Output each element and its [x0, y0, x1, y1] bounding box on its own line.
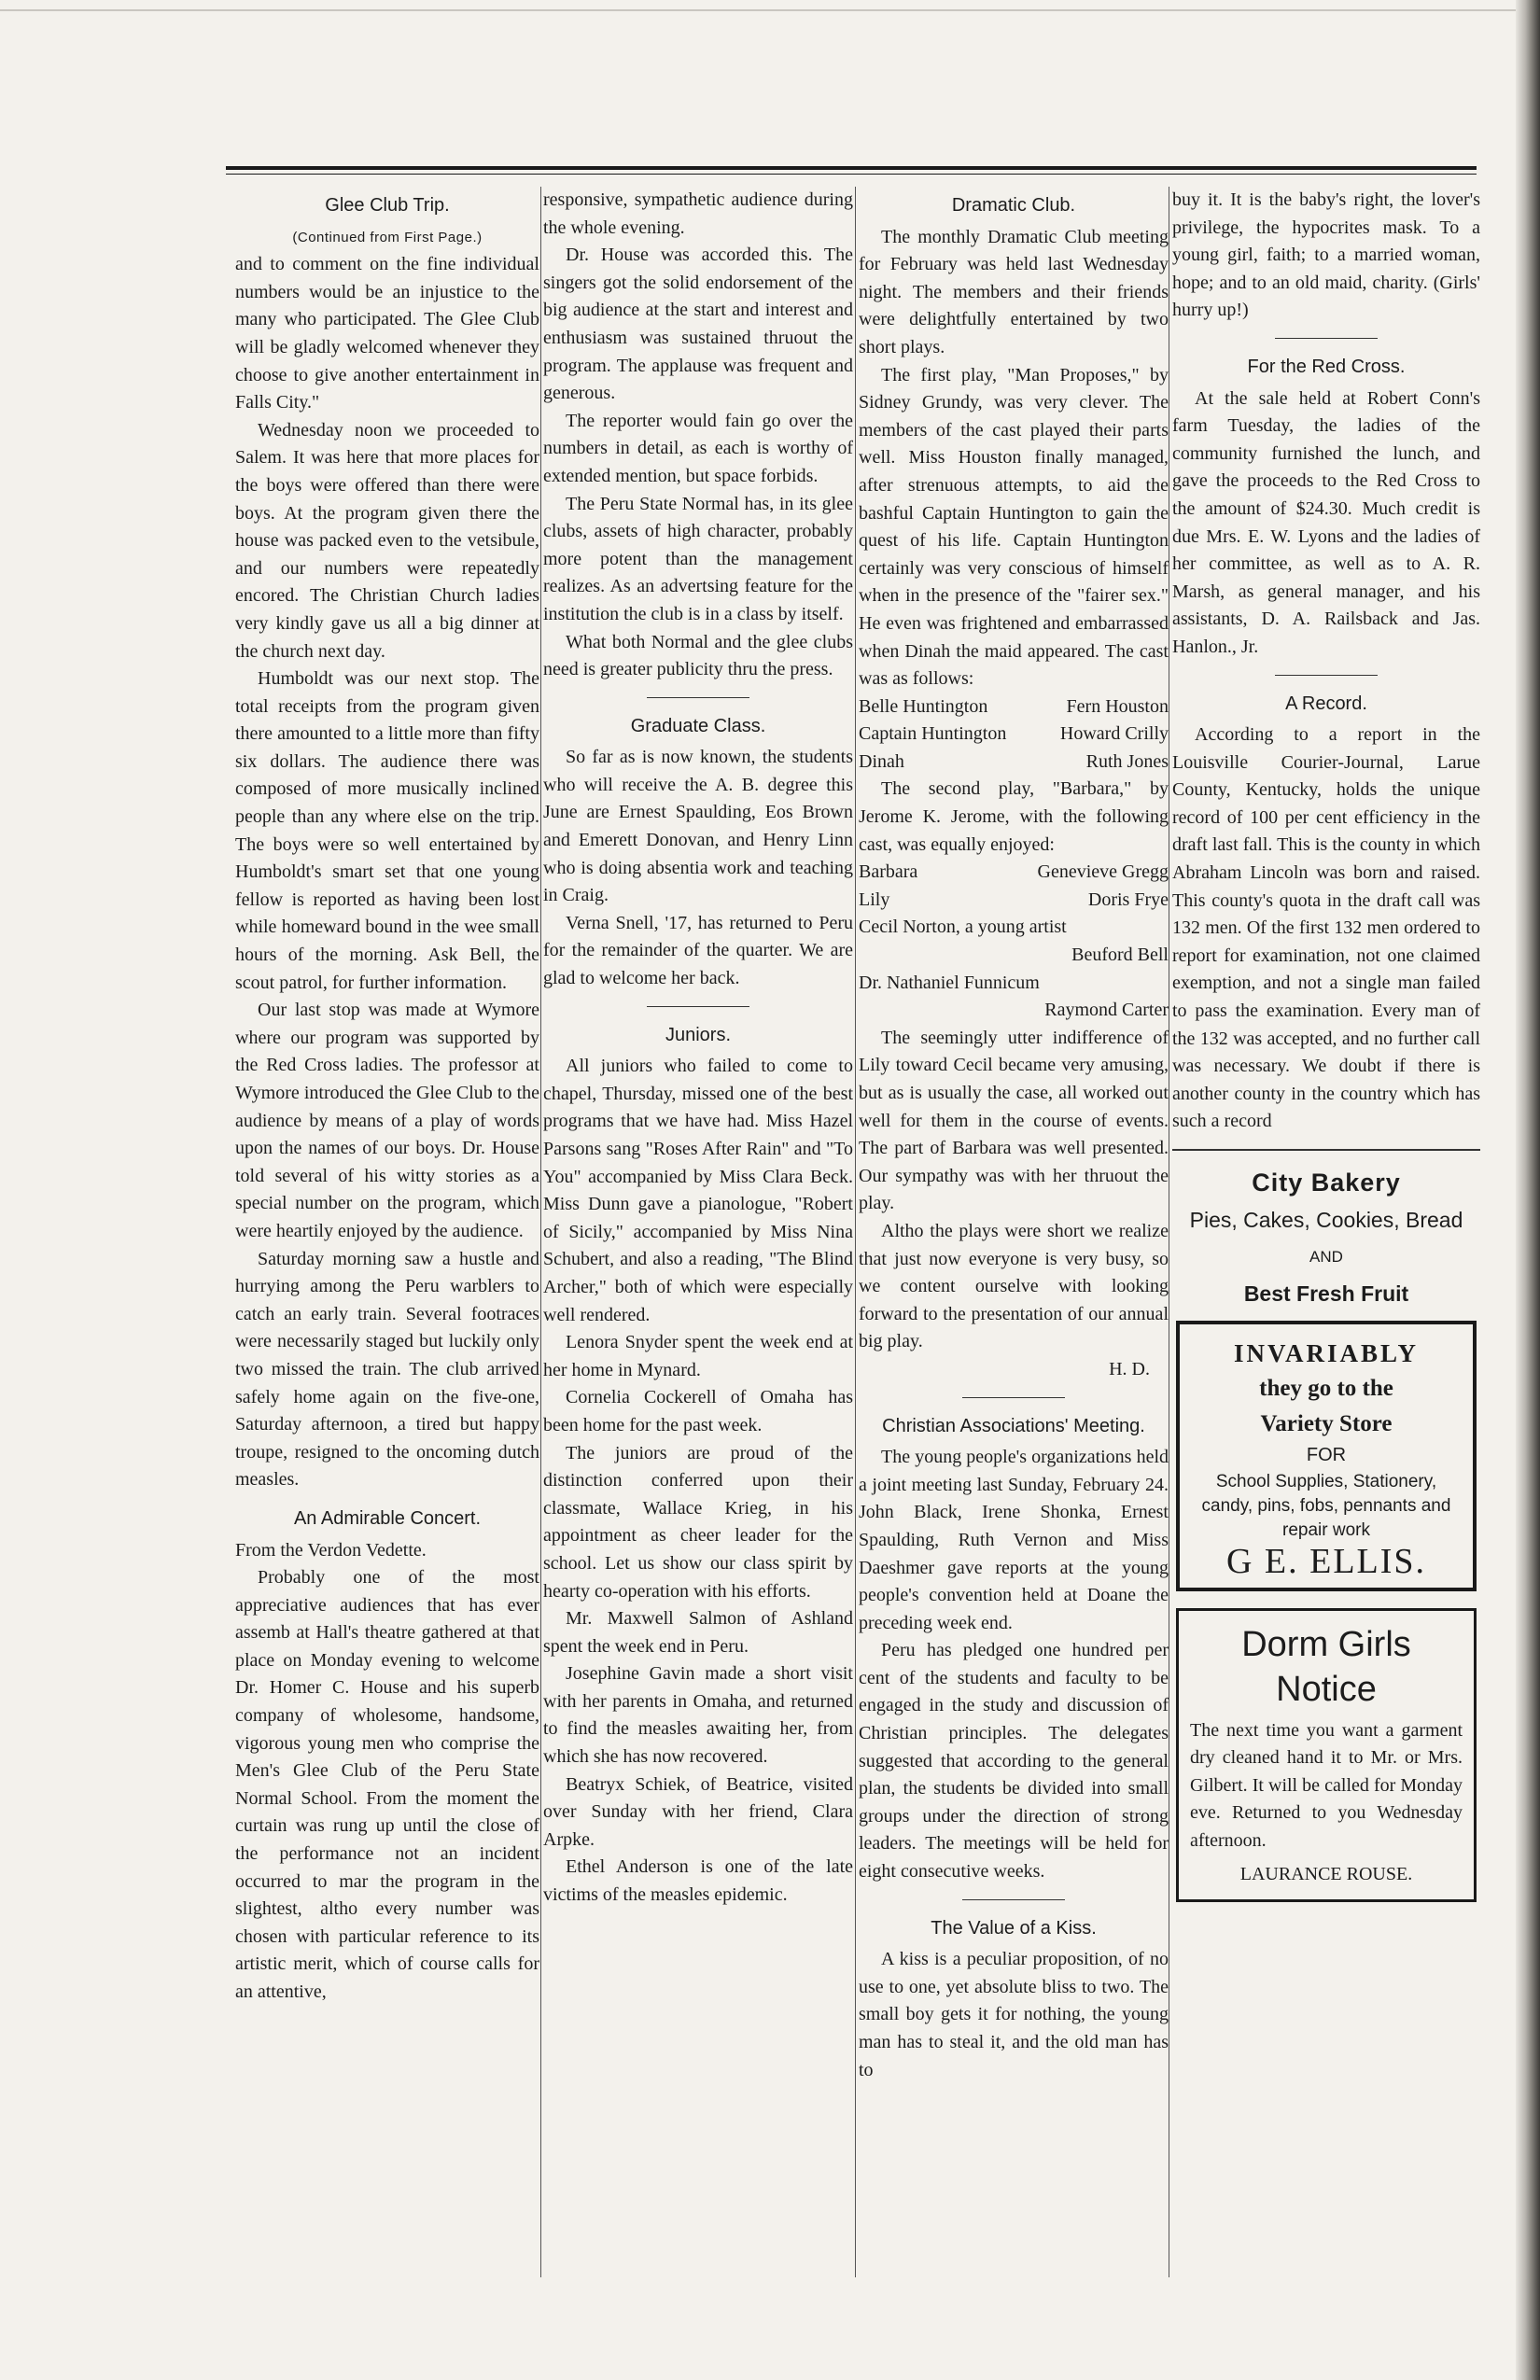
paragraph: The monthly Dramatic Club meeting for February was held last Wednesday night. The members and their friends were delightfully entertained by two short plays.	[859, 226, 1169, 357]
paragraph: Peru has pledged one hundred per cent of the students and faculty to be engaged in the study and discussion of Christian principles. The delegates suggested that according to the general plan, the students be divided into small groups under the direction of strong leaders. The meetings will be held for eight consecutive weeks.	[859, 1640, 1169, 1883]
paragraph: Verna Snell, '17, has returned to Peru for the remainder of the quarter. We are glad to welcome her back.	[543, 912, 853, 989]
continued-note: (Continued from First Page.)	[292, 229, 483, 245]
paragraph: According to a report in the Louisville Courier-Journal, Larue County, Kentucky, holds the unique record of 100 per cent efficiency in the draft last fall. This is the county in which Abraham Lincoln was born and raised. This county's quota in the draft call was 132 men. Of the first 132 men ordered to report for examination, not one claimed exemption, and not a single man failed to pass the examination. Every man of the 132 was accepted, and no further call was necessary. We doubt if there is another county in the country which has such a record	[1172, 724, 1480, 1132]
article-title-juniors: Juniors.	[665, 1024, 732, 1045]
paragraph: Cornelia Cockerell of Omaha has been home for the past week.	[543, 1387, 853, 1435]
cast-actor: Raymond Carter	[1044, 1000, 1169, 1021]
paragraph: Lenora Snyder spent the week end at her home in Mynard.	[543, 1332, 853, 1380]
ad-line: they go to the	[1259, 1376, 1393, 1402]
paragraph: Our last stop was made at Wymore where our program was supported by the Red Cross ladies. The professor at Wymore introduced the Glee Club to the audience by means of a play of words upon the names of our boys. Dr. House told several of his witty stories as a special number on the program, which were heartily enjoyed by the audience.	[235, 1000, 539, 1241]
cast-actor: Ruth Jones	[1085, 750, 1169, 772]
paragraph: Altho the plays were short we realize that just now everyone is very busy, so we content ourselve with looking forward to the presentation of our annual big play.	[859, 1220, 1169, 1352]
article-title-record: A Record.	[1285, 693, 1367, 714]
cast-row	[859, 749, 1169, 777]
cast-row	[859, 721, 1169, 749]
section-divider	[647, 697, 749, 698]
column-divider	[540, 187, 541, 2277]
notice-title: Notice	[1276, 1669, 1377, 1709]
cast-role: Cecil Norton, a young artist	[859, 917, 1067, 938]
paragraph: Ethel Anderson is one of the late victims of the measles epidemic.	[543, 1856, 853, 1906]
section-divider	[962, 1899, 1065, 1900]
paragraph: The Peru State Normal has, in its glee clubs, assets of high character, probably more potent than the management realizes. As an advertsing feature for the institution the club is in a class by itself.	[543, 493, 853, 624]
paragraph: The juniors are proud of the distinction conferred upon their classmate, Wallace Krieg, in his appointment as cheer leader for the school. Let us show our class spirit by hearty co-operation with his efforts.	[543, 1442, 853, 1602]
ad-for: FOR	[1306, 1445, 1347, 1466]
top-rule	[226, 166, 1477, 170]
notice-headline: Dorm Girls	[1241, 1624, 1411, 1664]
article-title-red-cross: For the Red Cross.	[1247, 356, 1406, 377]
cast-role: Dr. Nathaniel Funnicum	[859, 972, 1040, 993]
paragraph: Saturday morning saw a hustle and hurrying among the Peru warblers to catch an early train. Several footraces were necessarily staged but luckily only two missed the train. The club arrived safely home again on the five-one, Saturday afternoon, a tired but happy troupe, resigned to the oncoming dutch measles.	[235, 1248, 539, 1491]
column-divider	[855, 187, 856, 2277]
cast-row	[859, 887, 1169, 915]
paragraph: At the sale held at Robert Conn's farm Tuesday, the ladies of the community furnished the lunch, and gave the proceeds to the Red Cross to the amount of $24.30. Much credit is due Mrs. E. W. Lyons and the ladies of her committee, as well as to A. R. Marsh, as general manager, and his assistants, D. A. Railsback and Jas. Hanlon., Jr.	[1172, 387, 1480, 657]
bakery-name: City Bakery	[1252, 1169, 1401, 1197]
cast-role: Lily	[859, 889, 890, 910]
article-title-glee-club: Glee Club Trip.	[325, 195, 450, 216]
column-1	[235, 187, 539, 2007]
top-rule-thin	[226, 174, 1477, 175]
paragraph: and to comment on the fine individual numbers would be an injustice to the many who participated. The Glee Club will be gladly welcomed whenever they choose to give another entertainment in Falls City."	[235, 254, 539, 413]
article-title-concert: An Admirable Concert.	[293, 1507, 482, 1529]
cast-role: Dinah	[859, 750, 904, 772]
scan-edge-line	[0, 9, 1540, 11]
ad-store-name: Variety Store	[1260, 1411, 1393, 1437]
paragraph: Beatryx Schiek, of Beatrice, visited over Sunday with her friend, Clara Arpke.	[543, 1773, 853, 1850]
column-2	[543, 187, 853, 1910]
paragraph: So far as is now known, the students who will receive the A. B. degree this June are Ernest Spaulding, Eos Brown and Emerett Donovan, and Henry Linn who is doing absentia work and teaching in Craig.	[543, 747, 853, 906]
source-line: From the Verdon Vedette.	[235, 1539, 427, 1561]
cast-role: Belle Huntington	[859, 695, 988, 717]
bakery-fruit: Best Fresh Fruit	[1243, 1281, 1409, 1306]
paragraph: buy it. It is the baby's right, the lover's privilege, the hypocrites mask. To a young girl, faith; to a married woman, hope; and to an old maid, charity. (Girls' hurry up!)	[1172, 189, 1480, 321]
ad-items: School Supplies, Stationery, candy, pins, fobs, pennants and repair work	[1201, 1471, 1451, 1540]
paragraph: The reporter would fain go over the numbers in detail, as each is worthy of extended mention, but space forbids.	[543, 410, 853, 486]
paragraph: Dr. House was accorded this. The singers got the solid endorsement of the big audience at the start and interest and enthusiasm was sustained thruout the program. The applause was frequent and generous.	[543, 245, 853, 404]
page-binding-shadow	[1516, 0, 1540, 2380]
ad-proprietor: G E. ELLIS.	[1225, 1541, 1427, 1581]
paragraph: What both Normal and the glee clubs need is greater publicity thru the press.	[543, 631, 853, 680]
column-4	[1172, 187, 1480, 1919]
paragraph: Mr. Maxwell Salmon of Ashland spent the week end in Peru.	[543, 1608, 853, 1657]
notice-signature: LAURANCE ROUSE.	[1239, 1863, 1413, 1884]
signature: H. D.	[1109, 1358, 1150, 1379]
column-3	[859, 187, 1169, 2084]
article-title-kiss: The Value of a Kiss.	[931, 1917, 1097, 1939]
notice-text: The next time you want a garment dry cleaned hand it to Mr. or Mrs. Gilbert. It will be called for Monday eve. Returned to you Wednesday afternoon.	[1190, 1719, 1463, 1851]
cast-actor: Howard Crilly	[1059, 723, 1169, 745]
cast-row	[859, 859, 1169, 887]
paragraph: The second play, "Barbara," by Jerome K. Jerome, with the following cast, was equally enjoyed:	[859, 778, 1169, 855]
cast-row	[859, 693, 1169, 721]
paragraph: The seemingly utter indifference of Lily toward Cecil became very amusing, but as is usually the case, all worked out well for them in the course of events. The part of Barbara was well presented. Our sympathy was with her thruout the play.	[859, 1027, 1169, 1214]
paragraph: Humboldt was our next stop. The total receipts from the program given there amounted to a little more than fifty six dollars. The audience there was composed of more musically inclined people than any where else on the trip. The boys were so well entertained by Humboldt's smart set that one young fellow is reported as having been lost while homeward bound in the wee small hours of the morning. Ask Bell, the scout patrol, for further information.	[235, 668, 539, 993]
article-title-christian: Christian Associations' Meeting.	[882, 1415, 1145, 1436]
bakery-ad	[1172, 1169, 1480, 1308]
bakery-products: Pies, Cakes, Cookies, Bread	[1189, 1207, 1463, 1232]
article-title-dramatic: Dramatic Club.	[951, 195, 1076, 216]
section-divider	[1275, 675, 1378, 676]
paragraph: All juniors who failed to come to chapel, Thursday, missed one of the best programs that we have had. Miss Hazel Parsons sang "Roses After Rain" and "To You" accompanied by Miss Clara Beck. Miss Dunn gave a pianologue, "Robert of Sicily," accompanied by Miss Nina Schubert, and also a reading, "The Blind Archer," both of which were especially well rendered.	[543, 1056, 853, 1325]
ad-headline: INVARIABLY	[1233, 1339, 1420, 1368]
cast-actor: Genevieve Gregg	[1037, 861, 1169, 883]
variety-store-ad	[1176, 1321, 1477, 1590]
bakery-and: AND	[1309, 1248, 1343, 1267]
paragraph: Probably one of the most appreciative audiences that has ever assemb at Hall's theatre gathered at that place on Monday evening to welcome Dr. Homer C. House and his superb company of wholesome, handsome, vigorous young men who comprise the Men's Glee Club of the Peru State Normal School. From the moment the curtain was rung up until the close of the performance not an incident occurred to mar the program in the slightest, altho every number was chosen with particular reference to its artistic merit, which of course calls for an attentive,	[235, 1567, 539, 2002]
paragraph: responsive, sympathetic audience during the whole evening.	[543, 189, 853, 238]
paragraph: The first play, "Man Proposes," by Sidney Grundy, was very clever. The members of the cast played their parts well. Miss Houston finally managed, after strenuous attempts, to aid the bashful Captain Huntington to gain the quest of his life. Captain Huntington certainly was very conscious of himself when in the presence of the "fairer sex." He even was frightened and embarrassed when Dinah the maid appeared. The cast was as follows:	[859, 364, 1169, 690]
paragraph: Wednesday noon we proceeded to Salem. It was here that more places for the boys were offered than there were boys. At the program given there the house was packed even to the vetsibule, and our numbers were repeatedly encored. The Christian Church ladies very kindly gave us all a big dinner at the church next day.	[235, 419, 539, 662]
cast-actor: Fern Houston	[1066, 695, 1169, 717]
paragraph: The young people's organizations held a joint meeting last Sunday, February 24. John Black, Irene Shonka, Ernest Spaulding, Ruth Vernon and Miss Daeshmer gave reports at the young people's convention held at Doane the preceding week end.	[859, 1447, 1169, 1633]
section-divider	[962, 1397, 1065, 1398]
paragraph: Josephine Gavin made a short visit with her parents in Omaha, and returned to find the measles awaiting her, from which she has now recovered.	[543, 1663, 853, 1768]
cast-role: Barbara	[859, 861, 918, 883]
cast-actor: Beuford Bell	[1071, 945, 1169, 966]
section-divider	[1275, 338, 1378, 339]
cast-actor: Doris Frye	[1087, 889, 1169, 910]
section-divider	[647, 1006, 749, 1007]
paragraph: A kiss is a peculiar proposition, of no use to one, yet absolute bliss to two. The small boy gets it for nothing, the young man has to steal it, and the old man has to	[859, 1949, 1169, 2080]
dorm-notice-ad	[1176, 1608, 1477, 1903]
article-title-graduate: Graduate Class.	[630, 715, 766, 736]
ad-divider	[1172, 1149, 1480, 1151]
cast-role: Captain Huntington	[859, 723, 1007, 745]
